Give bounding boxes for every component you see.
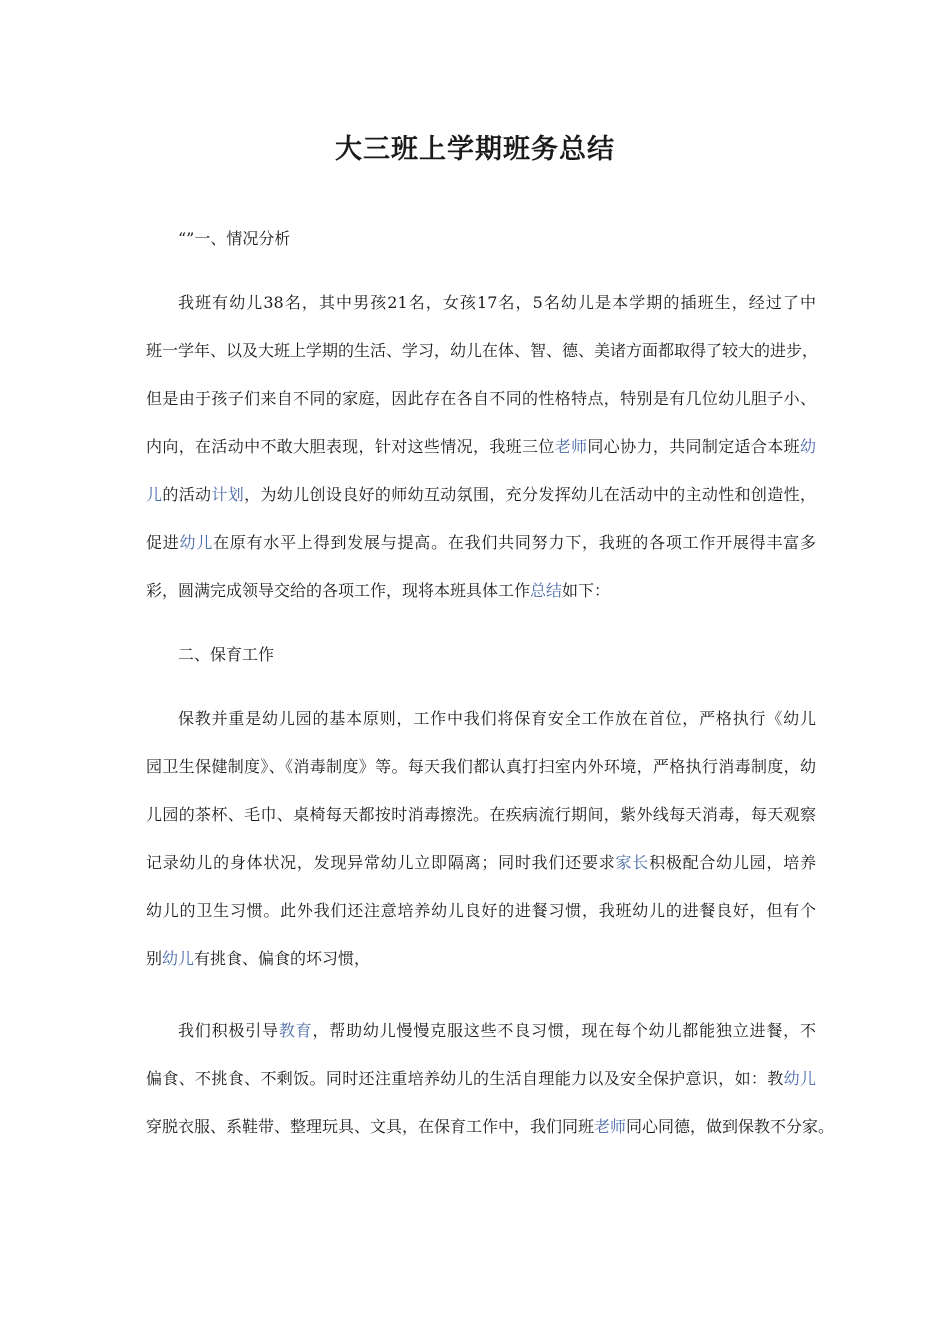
link-teacher[interactable]: 老师 xyxy=(594,1117,627,1136)
text-run: 同心同德，做到保教不分家。 xyxy=(626,1117,835,1136)
link-plan[interactable]: 计划 xyxy=(211,485,245,504)
section-heading-analysis: “”一、情况分析 xyxy=(178,229,291,248)
text-run: 内向，在活动中不敢大胆表现，针对这些情况，我班三位 xyxy=(146,437,555,456)
paragraph-line: 园卫生保健制度》、《消毒制度》等。每天我们都认真打扫室内外环境，严格执行消毒制度，幼 xyxy=(146,757,816,776)
paragraph-line xyxy=(146,1068,816,1090)
text-run: 积极配合幼儿园，培养 xyxy=(649,853,816,872)
link-child[interactable]: 儿 xyxy=(146,485,163,504)
paragraph-line: 儿园的茶杯、毛巾、桌椅每天都按时消毒擦洗。在疾病流行期间，紫外线每天消毒，每天观察 xyxy=(146,805,816,824)
document-title: 大三班上学期班务总结 xyxy=(335,134,615,165)
paragraph-line: 保教并重是幼儿园的基本原则，工作中我们将保育安全工作放在首位，严格执行《幼儿 xyxy=(178,709,816,728)
link-teacher[interactable]: 老师 xyxy=(554,437,588,456)
paragraph-line xyxy=(146,948,370,970)
paragraph-line xyxy=(146,852,816,874)
text-run: 有挑食、偏食的坏习惯， xyxy=(194,949,371,968)
text-run: 偏食、不挑食、不剩饭。同时还注重培养幼儿的生活自理能力以及安全保护意识，如：教 xyxy=(146,1069,784,1088)
paragraph-line: 我班有幼儿38名，其中男孩21名，女孩17名，5名幼儿是本学期的插班生，经过了中 xyxy=(178,293,816,312)
paragraph-line: 幼儿的卫生习惯。此外我们还注意培养幼儿良好的进餐习惯，我班幼儿的进餐良好，但有个 xyxy=(146,901,816,920)
text-run: 我们积极引导 xyxy=(178,1021,279,1040)
link-child[interactable]: 幼儿 xyxy=(179,533,214,552)
text-run: 穿脱衣服、系鞋带、整理玩具、文具，在保育工作中，我们同班 xyxy=(146,1117,595,1136)
text-run: 在原有水平上得到发展与提高。在我们共同努力下，我班的各项工作开展得丰富多 xyxy=(213,533,816,552)
paragraph-line xyxy=(146,1116,835,1138)
link-parents[interactable]: 家长 xyxy=(615,853,650,872)
text-run: 促进 xyxy=(146,533,180,552)
text-run: ，为幼儿创设良好的师幼互动氛围，充分发挥幼儿在活动中的主动性和创造性， xyxy=(244,485,816,504)
paragraph-line: 但是由于孩子们来自不同的家庭，因此存在各自不同的性格特点，特别是有几位幼儿胆子小、 xyxy=(146,389,816,408)
paragraph-line: 班一学年、以及大班上学期的生活、学习，幼儿在体、智、德、美诸方面都取得了较大的进步， xyxy=(146,341,819,360)
text-run: 记录幼儿的身体状况，发现异常幼儿立即隔离；同时我们还要求 xyxy=(146,853,616,872)
text-run: 别 xyxy=(146,949,163,968)
text-run: 如下： xyxy=(562,581,611,600)
text-run: 彩，圆满完成领导交给的各项工作，现将本班具体工作 xyxy=(146,581,531,600)
link-child[interactable]: 幼儿 xyxy=(162,949,195,968)
link-education[interactable]: 教育 xyxy=(278,1021,313,1040)
text-run: 的活动 xyxy=(162,485,212,504)
paragraph-line xyxy=(146,436,816,458)
text-run: ，帮助幼儿慢慢克服这些不良习惯，现在每个幼儿都能独立进餐，不 xyxy=(312,1021,816,1040)
link-summary[interactable]: 总结 xyxy=(530,581,563,600)
link-child[interactable]: 幼儿 xyxy=(783,1069,816,1088)
paragraph-line xyxy=(178,1020,816,1042)
paragraph-line xyxy=(146,532,816,554)
text-run: 同心协力，共同制定适合本班 xyxy=(587,437,800,456)
section-heading-care: 二、保育工作 xyxy=(178,645,275,664)
paragraph-line xyxy=(146,484,816,506)
link-child[interactable]: 幼 xyxy=(799,437,816,456)
paragraph-line xyxy=(146,580,610,602)
